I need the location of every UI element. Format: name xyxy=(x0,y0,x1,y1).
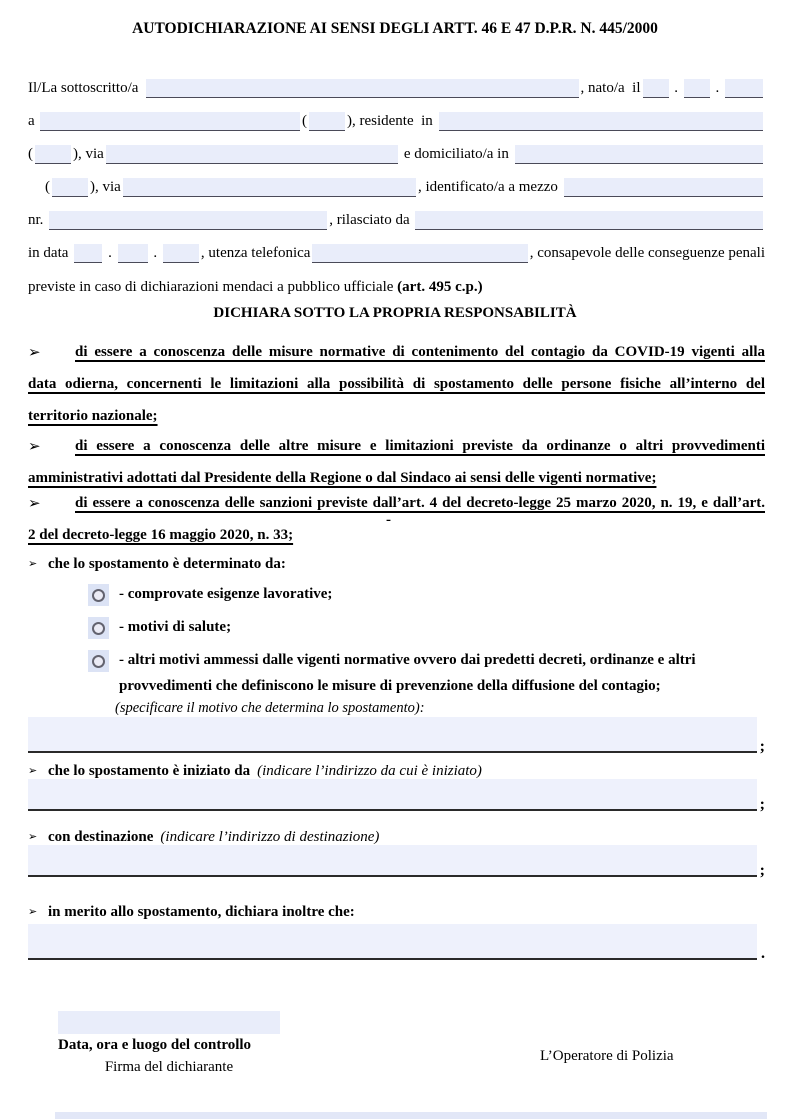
via-label: ), via xyxy=(73,146,104,162)
destination-field-row xyxy=(28,845,765,877)
declaration-3-line-2: 2 del decreto-legge 16 maggio 2020, n. 33; xyxy=(28,527,294,543)
intro-line-3 xyxy=(28,144,765,164)
reason-option-health xyxy=(88,617,231,643)
bullet-arrow-icon: ➢ xyxy=(28,437,41,455)
declaration-2-line-1: di essere a conoscenza delle altre misure e limitazioni previste da ordinanze o altri provvedimenti xyxy=(75,438,765,454)
next-page-field-sliver xyxy=(55,1112,767,1119)
reason-option-other xyxy=(88,650,767,702)
birth-day-field[interactable] xyxy=(643,79,669,98)
declarant-signature-label: Firma del dichiarante xyxy=(104,1059,234,1075)
issue-year-field[interactable] xyxy=(163,244,199,263)
dot-separator: . xyxy=(149,245,161,261)
residente-label: ), residente in xyxy=(346,113,437,129)
origin-section-header xyxy=(28,763,765,780)
declaration-2 xyxy=(28,430,765,494)
stray-dash-mark: - xyxy=(386,512,391,528)
field-terminator: ; xyxy=(759,738,765,755)
work-radio-button[interactable] xyxy=(88,584,109,606)
field-terminator: . xyxy=(761,945,765,962)
identificato-label: , identificato/a a mezzo xyxy=(417,179,562,195)
radio-circle-icon xyxy=(92,622,105,635)
destination-hint: (indicare l’indirizzo di destinazione) xyxy=(160,829,380,845)
residence-street-field[interactable] xyxy=(106,145,398,164)
issue-month-field[interactable] xyxy=(118,244,148,263)
police-officer-label: L’Operatore di Polizia xyxy=(540,1048,674,1064)
id-document-number-field[interactable] xyxy=(49,211,327,230)
declaration-heading: DICHIARA SOTTO LA PROPRIA RESPONSABILITÀ xyxy=(213,305,577,321)
art-495-label: (art. 495 c.p.) xyxy=(397,279,483,295)
intro-line-6 xyxy=(28,243,765,263)
intro-line-5 xyxy=(28,210,765,230)
birth-city-field[interactable] xyxy=(40,112,300,131)
declaration-1 xyxy=(28,336,765,432)
phone-number-field[interactable] xyxy=(312,244,527,263)
bullet-arrow-icon: ➢ xyxy=(28,343,41,361)
declaration-1-line-3: territorio nazionale; xyxy=(28,408,158,424)
field-terminator: ; xyxy=(759,796,765,813)
field-terminator: ; xyxy=(759,862,765,879)
domiciliato-label: e domiciliato/a in xyxy=(400,146,513,162)
issue-day-field[interactable] xyxy=(74,244,102,263)
sottoscritto-label: Il/La sottoscritto/a xyxy=(28,80,139,96)
utenza-label: , utenza telefonica xyxy=(200,245,311,261)
declaration-2-line-2: amministrativi adottati dal Presidente della Regione o dal Sindaco ai sensi delle vigenti normative; xyxy=(28,470,657,486)
intro-line-1 xyxy=(28,78,765,98)
paren-open: ( xyxy=(301,113,307,129)
dot-separator: . xyxy=(670,80,682,96)
paren-open: ( xyxy=(28,146,33,162)
additional-textarea[interactable] xyxy=(28,924,757,960)
residence-province-field[interactable] xyxy=(35,145,71,164)
reason-option-work xyxy=(88,584,332,610)
origin-label: che lo spostamento è iniziato da xyxy=(48,763,251,779)
birth-year-field[interactable] xyxy=(725,79,763,98)
destination-textarea[interactable] xyxy=(28,845,757,877)
additional-section-header xyxy=(28,904,765,921)
bullet-arrow-icon: ➢ xyxy=(28,557,38,570)
destination-label: con destinazione xyxy=(48,829,154,845)
declaration-1-line-2: data odierna, concernenti le limitazioni alla possibilità di spostamento delle persone fisiche all’interno del xyxy=(28,376,765,392)
reason-section-header xyxy=(28,556,765,573)
rilasciato-label: , rilasciato da xyxy=(329,212,414,228)
domicile-street-field[interactable] xyxy=(123,178,416,197)
bullet-arrow-icon: ➢ xyxy=(28,905,38,918)
radio-circle-icon xyxy=(92,655,105,668)
id-document-issuer-field[interactable] xyxy=(415,211,763,230)
specify-reason-hint: (specificare il motivo che determina lo spostamento): xyxy=(115,700,425,716)
nato-label: , nato/a il xyxy=(580,80,641,96)
residence-city-field[interactable] xyxy=(439,112,763,131)
reason-field-row xyxy=(28,717,765,753)
bullet-arrow-icon: ➢ xyxy=(28,764,38,777)
bullet-arrow-icon: ➢ xyxy=(28,830,38,843)
birth-month-field[interactable] xyxy=(684,79,710,98)
birth-province-field[interactable] xyxy=(309,112,345,131)
dot-separator: . xyxy=(104,245,116,261)
dot-separator: . xyxy=(711,80,723,96)
control-info-field[interactable] xyxy=(58,1011,280,1034)
origin-field-row xyxy=(28,779,765,811)
work-option-label: - comprovate esigenze lavorative; xyxy=(119,586,333,602)
birth-place-label: a xyxy=(28,113,39,129)
reason-intro-label: che lo spostamento è determinato da: xyxy=(48,556,286,572)
via-label: ), via xyxy=(90,179,121,195)
in-data-label: in data xyxy=(28,245,69,261)
domicile-province-field[interactable] xyxy=(52,178,88,197)
destination-section-header xyxy=(28,829,765,846)
page-title: AUTODICHIARAZIONE AI SENSI DEGLI ARTT. 46 E 47 D.P.R. N. 445/2000 xyxy=(132,20,658,37)
nr-label: nr. xyxy=(28,212,48,228)
additional-label: in merito allo spostamento, dichiara inoltre che: xyxy=(48,904,355,920)
paren-open: ( xyxy=(45,179,50,195)
radio-circle-icon xyxy=(92,589,105,602)
other-radio-button[interactable] xyxy=(88,650,109,672)
additional-field-row xyxy=(28,924,765,960)
health-radio-button[interactable] xyxy=(88,617,109,639)
domicile-city-field[interactable] xyxy=(515,145,763,164)
intro-line-2 xyxy=(28,111,765,131)
previste-text: previste in caso di dichiarazioni mendaci a pubblico ufficiale xyxy=(28,279,398,295)
other-option-label: - altri motivi ammessi dalle vigenti normative ovvero dai predetti decreti, ordinanze e altri provvedimenti che definiscono le misure di prevenzione della diffusione del contagio; xyxy=(119,652,696,694)
intro-line-7 xyxy=(28,277,765,297)
declaration-1-line-1: di essere a conoscenza delle misure normative di contenimento del contagio da COVID-19 vigenti alla xyxy=(75,344,765,360)
health-option-label: - motivi di salute; xyxy=(119,619,232,635)
control-label: Data, ora e luogo del controllo xyxy=(58,1037,252,1053)
intro-line-4 xyxy=(45,177,765,197)
declaration-3-line-1: di essere a conoscenza delle sanzioni previste dall’art. 4 del decreto-legge 25 marzo 2020, n. 19, e dall’art. xyxy=(75,495,765,511)
declaration-3 xyxy=(28,487,765,551)
id-document-type-field[interactable] xyxy=(564,178,763,197)
origin-hint: (indicare l’indirizzo da cui è iniziato) xyxy=(257,763,482,779)
consapevole-label: , consapevole delle conseguenze penali xyxy=(529,245,765,261)
bullet-arrow-icon: ➢ xyxy=(28,494,41,512)
origin-textarea[interactable] xyxy=(28,779,757,811)
reason-textarea[interactable] xyxy=(28,717,757,753)
declarant-name-field[interactable] xyxy=(146,79,578,98)
